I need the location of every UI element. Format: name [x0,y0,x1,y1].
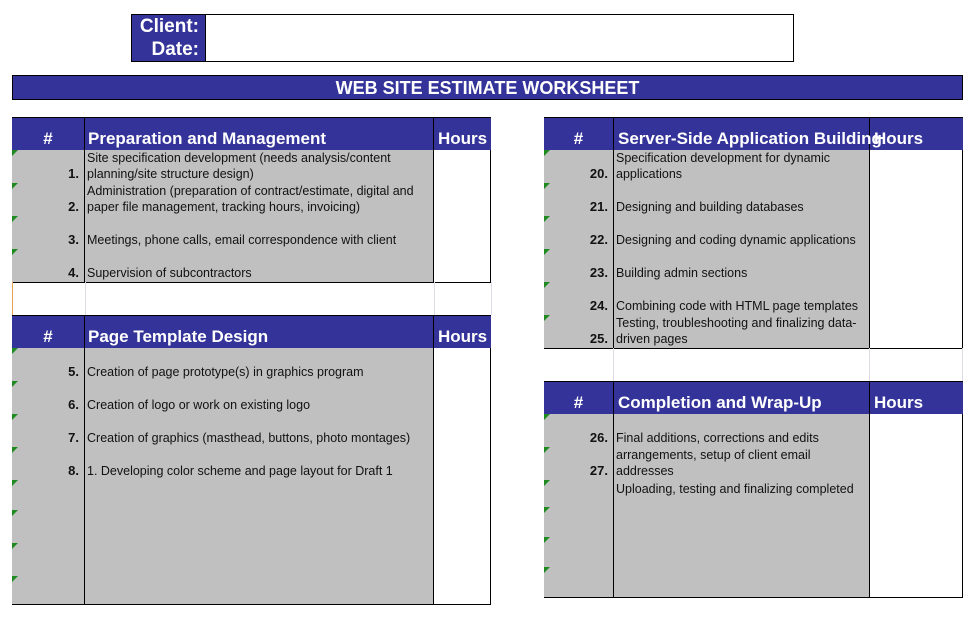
cell-comment-marker-icon [12,576,18,582]
hours-input[interactable] [870,480,963,507]
cell-comment-marker-icon [12,480,18,486]
client-field[interactable] [205,15,793,38]
item-number: 20. [589,166,608,181]
table-row [544,567,963,598]
cell-comment-marker-icon [544,480,550,486]
task-description-cell[interactable] [85,543,434,576]
item-number: 2. [68,199,79,214]
task-description: Administration (preparation of contract/estimate, digital and paper file management, tracking hours, invoicing) [87,184,414,214]
date-field[interactable] [205,38,793,61]
task-description-cell[interactable] [614,507,870,537]
completion-header [544,381,963,416]
cell-comment-marker-icon [544,216,550,222]
hours-input[interactable] [870,183,963,216]
hours-input[interactable] [434,480,491,510]
item-number-cell [12,150,85,183]
task-description: Meetings, phone calls, email correspondence with client [87,233,397,247]
item-number-cell [12,348,85,381]
hours-input[interactable] [434,381,491,414]
task-description: Designing and building databases [616,200,804,214]
task-description-cell[interactable] [85,348,434,381]
task-description: Testing, troubleshooting and finalizing data-driven pages [616,316,857,346]
item-number-cell [544,447,614,480]
hours-input[interactable] [434,576,491,604]
table-row [544,150,963,184]
left-table [12,117,491,607]
server-side-header [544,117,963,152]
task-description-cell[interactable] [85,480,434,510]
table-row [544,249,963,283]
table-row [544,282,963,316]
hours-input[interactable] [870,447,963,480]
task-description-cell[interactable] [85,150,434,183]
hours-input[interactable] [434,216,491,249]
hours-input[interactable] [434,249,491,282]
worksheet-title: WEB SITE ESTIMATE WORKSHEET [12,75,963,100]
section-title: Page Template Design [85,316,434,349]
hours-column-header: Hours [874,393,924,412]
hours-input[interactable] [434,447,491,480]
num-column-header: # [12,118,85,151]
table-row [544,315,963,349]
page-template-header [12,315,491,350]
item-number-cell [12,447,85,480]
task-description: Combining code with HTML page templates [616,299,859,313]
cell-comment-marker-icon [544,537,550,543]
item-number: 3. [68,232,79,247]
task-description-cell[interactable] [614,480,870,507]
cell-comment-marker-icon [544,249,550,255]
item-number-cell [544,480,614,507]
item-number-cell [544,315,614,348]
item-number: 27. [589,463,608,478]
task-description-cell[interactable] [85,576,434,604]
cell-comment-marker-icon [544,447,550,453]
table-row [12,183,491,217]
item-number: 23. [589,265,608,280]
item-number: 24. [589,298,608,313]
table-row [12,249,491,283]
table-row [544,507,963,538]
section-title: Server-Side Application Building [614,118,870,151]
task-description: Building admin sections [616,266,748,280]
hours-input[interactable] [870,567,963,597]
hours-input[interactable] [434,150,491,183]
hours-input[interactable] [434,543,491,576]
table-row [12,480,491,511]
cell-comment-marker-icon [544,414,550,420]
item-number-cell [12,183,85,216]
item-number-cell [12,510,85,543]
item-number-cell [12,216,85,249]
cell-comment-marker-icon [12,414,18,420]
hours-input[interactable] [870,414,963,447]
table-row [12,348,491,382]
section-spacer [12,282,492,315]
task-description: Creation of graphics (masthead, buttons, photo montages) [87,431,411,445]
item-number: 6. [68,397,79,412]
hours-input[interactable] [870,249,963,282]
date-label: Date: [132,38,205,61]
task-description-cell[interactable] [614,183,870,216]
cell-comment-marker-icon [544,183,550,189]
cell-comment-marker-icon [12,348,18,354]
item-number-cell [544,150,614,183]
task-description: Final additions, corrections and edits [616,431,819,445]
cell-comment-marker-icon [12,543,18,549]
cell-comment-marker-icon [12,381,18,387]
table-row [12,216,491,250]
item-number-cell [12,543,85,576]
date-row [132,38,793,61]
task-description-cell[interactable] [85,381,434,414]
table-row [12,543,491,577]
cell-comment-marker-icon [544,150,550,156]
table-row [12,381,491,415]
cell-comment-marker-icon [544,567,550,573]
section-title: Preparation and Management [85,118,434,151]
item-number: 25. [589,331,608,346]
task-description-cell[interactable] [85,414,434,447]
task-description-cell[interactable] [614,315,870,348]
cell-comment-marker-icon [544,282,550,288]
table-row [12,576,491,605]
task-description-cell[interactable] [614,414,870,447]
cell-comment-marker-icon [544,507,550,513]
task-description-cell[interactable] [614,150,870,183]
hours-input[interactable] [870,282,963,315]
task-description-cell[interactable] [85,216,434,249]
table-row [12,414,491,448]
table-row [12,510,491,544]
table-row [12,447,491,481]
hours-input[interactable] [870,216,963,249]
section-spacer [544,348,963,381]
cell-comment-marker-icon [12,249,18,255]
item-number: 4. [68,265,79,280]
task-description-cell[interactable] [85,249,434,282]
item-number-cell [12,576,85,604]
item-number-cell [544,567,614,597]
table-row [544,480,963,508]
hours-input[interactable] [434,183,491,216]
item-number-cell [12,249,85,282]
preparation-header [12,117,491,152]
table-row [544,447,963,481]
hours-input[interactable] [870,150,963,183]
item-number-cell [544,414,614,447]
task-description: Site specification development (needs analysis/content planning/site structure design) [87,151,391,181]
section-title: Completion and Wrap-Up [614,382,870,415]
cell-comment-marker-icon [544,315,550,321]
task-description-cell[interactable] [85,183,434,216]
item-number: 1. [68,166,79,181]
num-column-header: # [544,382,614,415]
task-description-cell[interactable] [85,447,434,480]
task-description: Designing and coding dynamic applications [616,233,856,247]
item-number: 22. [589,232,608,247]
item-number-cell [544,537,614,567]
hours-input[interactable] [434,414,491,447]
item-number-cell [544,216,614,249]
hours-input[interactable] [870,507,963,537]
task-description: 1. Developing color scheme and page layout for Draft 1 [87,464,393,478]
task-description-cell[interactable] [614,567,870,597]
hours-column-header: Hours [438,129,488,148]
item-number: 26. [589,430,608,445]
client-row [132,15,793,39]
hours-input[interactable] [434,348,491,381]
cell-comment-marker-icon [12,183,18,189]
client-date-box [131,14,794,62]
task-description: Creation of page prototype(s) in graphics program [87,365,364,379]
item-number: 8. [68,463,79,478]
item-number-cell [12,381,85,414]
task-description: Supervision of subcontractors [87,266,252,280]
task-description-cell[interactable] [614,447,870,480]
hours-input[interactable] [434,510,491,543]
task-description-cell[interactable] [614,216,870,249]
right-table [544,117,963,602]
item-number: 5. [68,364,79,379]
task-description-cell[interactable] [85,510,434,543]
hours-column-header: Hours [874,129,924,148]
item-number-cell [544,507,614,537]
num-column-header: # [544,118,614,151]
client-label: Client: [132,15,205,38]
table-row [544,537,963,568]
hours-input[interactable] [870,315,963,348]
item-number-cell [544,183,614,216]
table-row [544,414,963,448]
item-number-cell [544,282,614,315]
task-description: Creation of logo or work on existing logo [87,398,311,412]
cell-comment-marker-icon [12,447,18,453]
item-number-cell [12,480,85,510]
hours-input[interactable] [870,537,963,567]
cell-comment-marker-icon [12,150,18,156]
task-description-cell[interactable] [614,282,870,315]
item-number-cell [12,414,85,447]
task-description-cell[interactable] [614,537,870,567]
item-number-cell [544,249,614,282]
task-description: Uploading, testing and finalizing completed [616,482,854,496]
table-row [12,150,491,184]
cell-comment-marker-icon [12,510,18,516]
item-number: 7. [68,430,79,445]
task-description-cell[interactable] [614,249,870,282]
hours-column-header: Hours [438,327,488,346]
task-description: Specification development for dynamic applications [616,151,831,181]
task-description: arrangements, setup of client email addresses [616,448,811,478]
table-row [544,183,963,217]
num-column-header: # [12,316,85,349]
item-number: 21. [589,199,608,214]
cell-comment-marker-icon [12,216,18,222]
table-row [544,216,963,250]
